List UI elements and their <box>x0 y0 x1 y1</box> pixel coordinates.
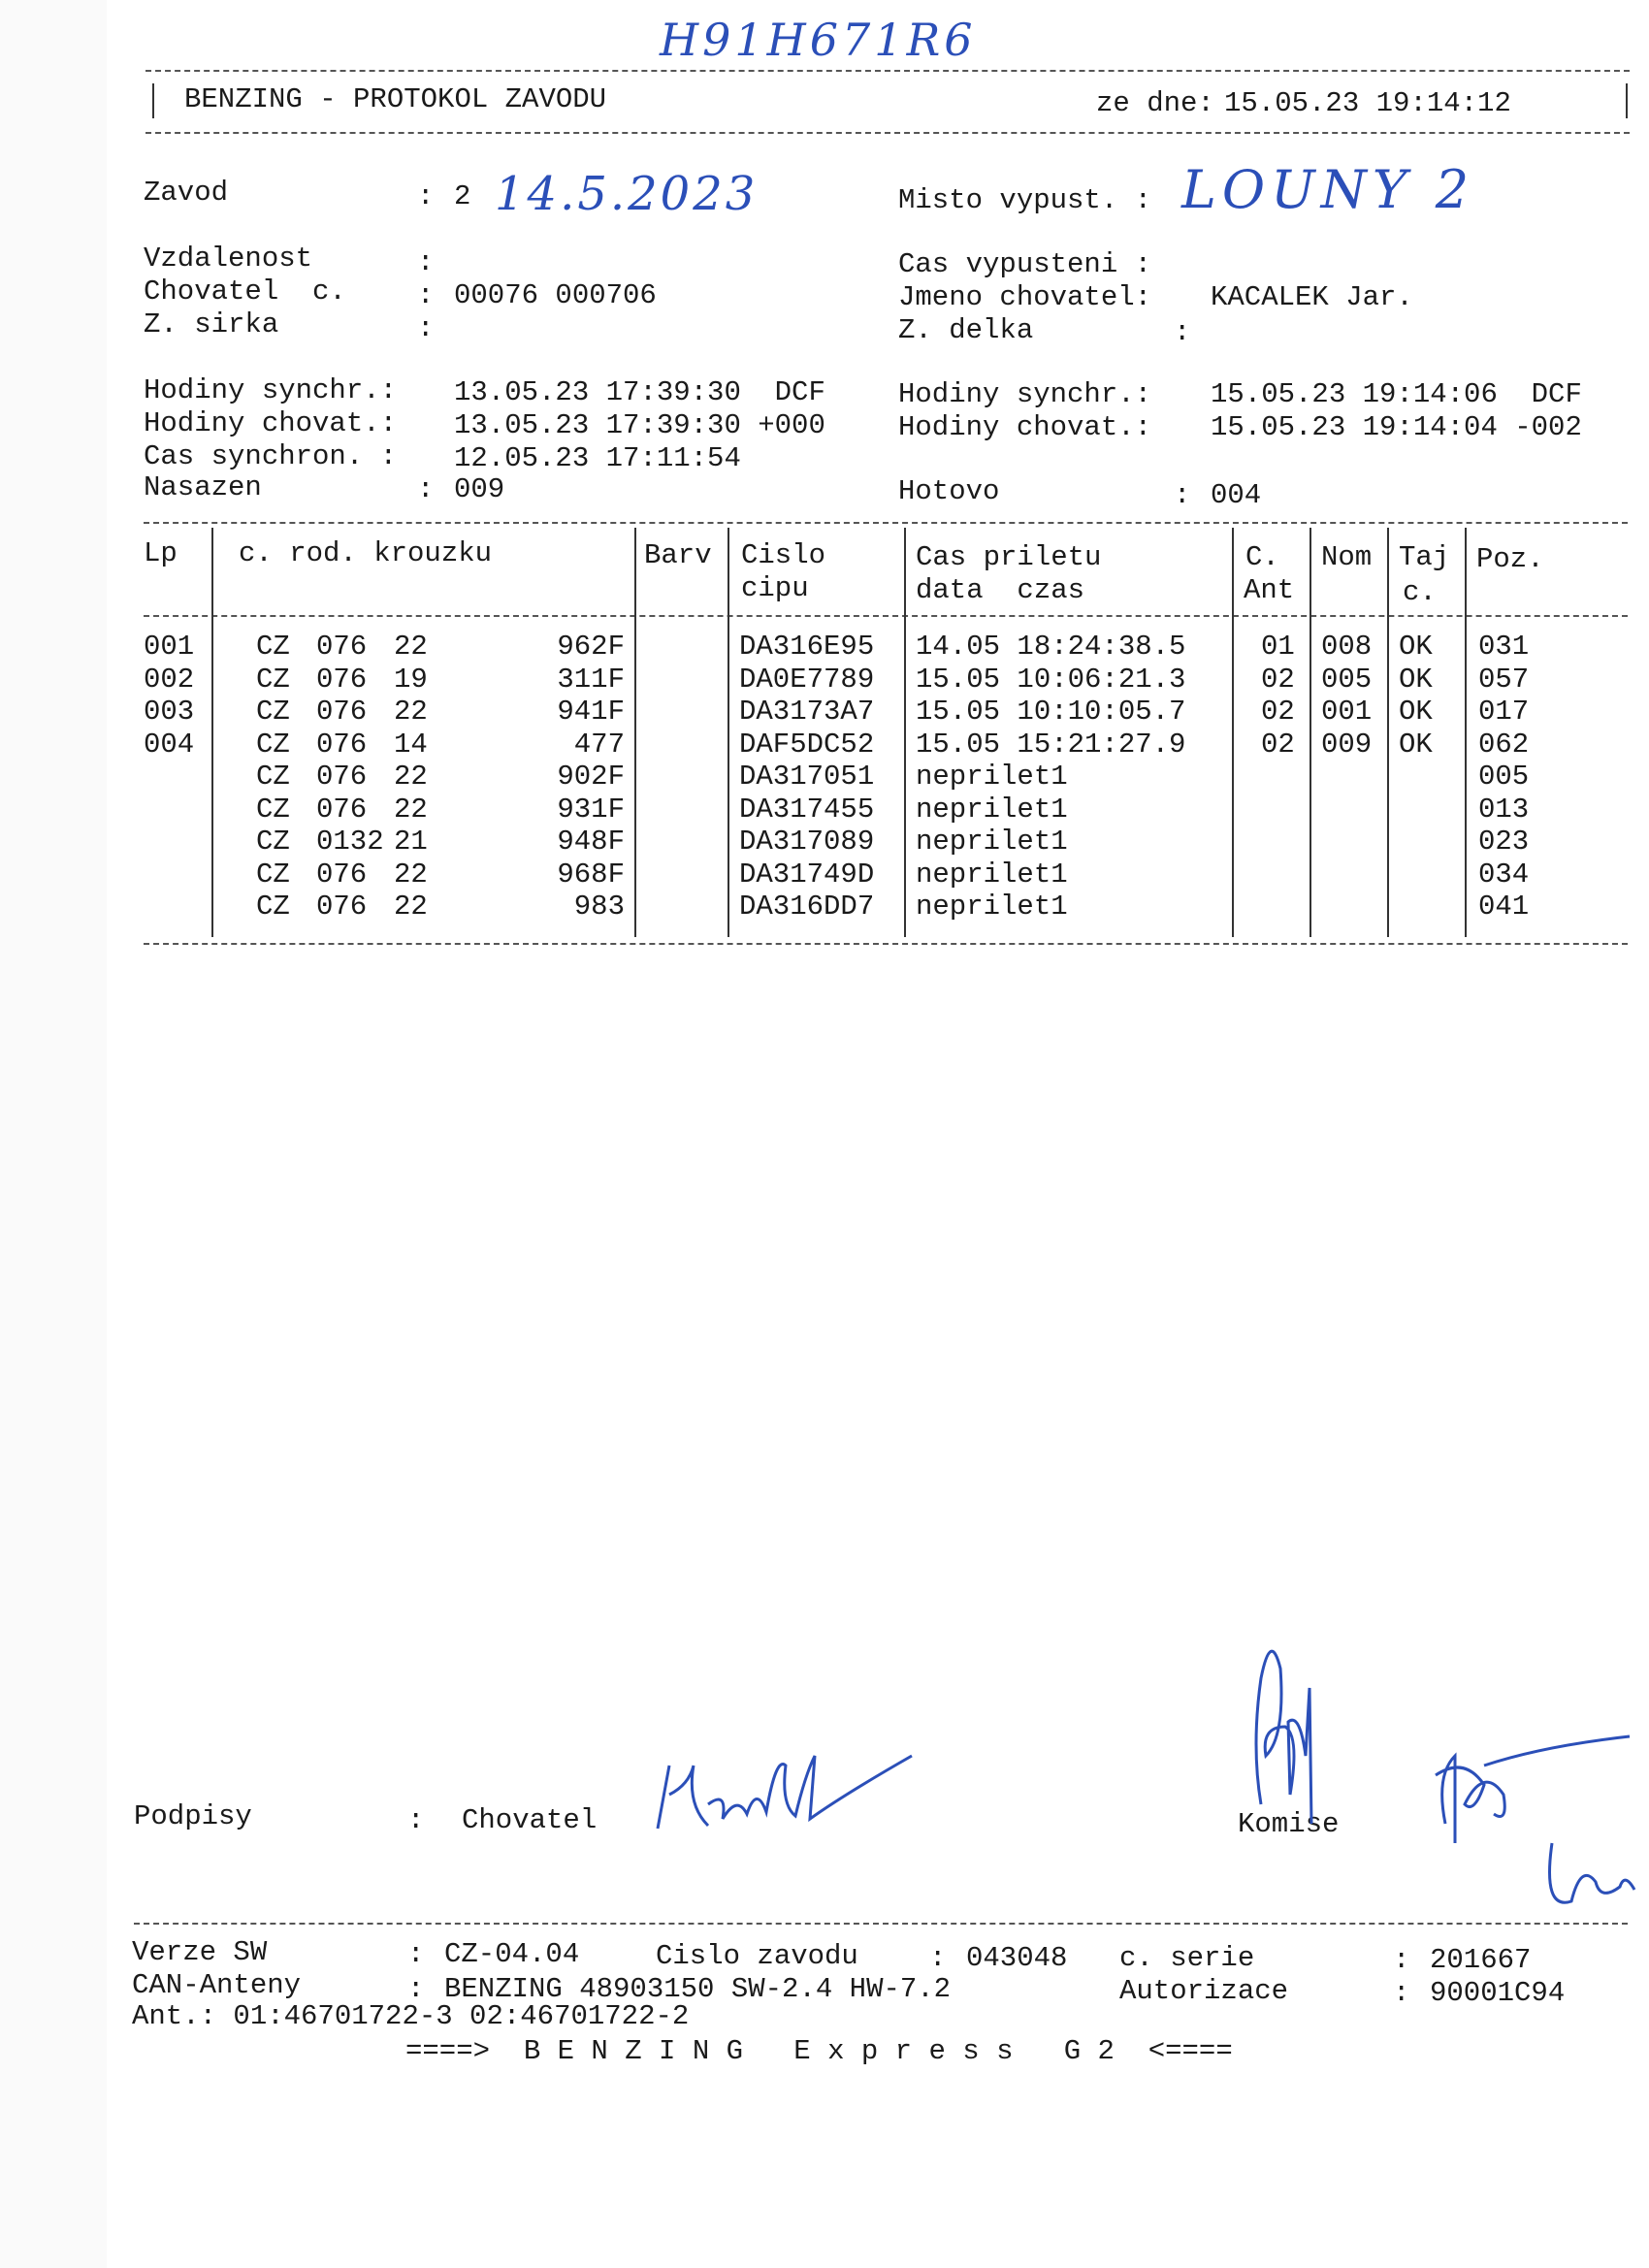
cell-time: neprilet1 <box>916 858 1068 891</box>
header-bottom-border <box>146 132 1630 134</box>
cell-time: neprilet1 <box>916 793 1068 826</box>
cell-ring: 948F <box>557 826 625 858</box>
cell-poz: 017 <box>1478 696 1530 728</box>
nasazen-value: 009 <box>454 473 505 505</box>
cas-vypusteni-label: Cas vypusteni : <box>898 248 1152 280</box>
cell-lp: 001 <box>144 631 195 663</box>
cell-poz: 023 <box>1478 826 1530 858</box>
hotovo-colon: : <box>1174 479 1191 511</box>
cell-ring: 962F <box>557 631 625 663</box>
cell-ant: 02 <box>1261 728 1295 761</box>
cell-ring: 477 <box>573 728 625 761</box>
th-lp: Lp <box>144 537 178 569</box>
cell-poz: 013 <box>1478 793 1530 826</box>
cell-poz: 057 <box>1478 663 1530 696</box>
protocol-date-label: ze dne: <box>1096 87 1214 119</box>
komise-signature-1 <box>1242 1630 1348 1824</box>
zavod-colon: : <box>417 180 435 212</box>
cell-lp: 004 <box>144 728 195 761</box>
cell-lp: 002 <box>144 663 195 696</box>
table-row <box>0 761 1649 794</box>
protocol-title: BENZING - PROTOKOL ZAVODU <box>184 83 607 115</box>
cell-ring: 941F <box>557 696 625 728</box>
cell-country: CZ <box>256 858 290 891</box>
cas-synchron-value: 12.05.23 17:11:54 <box>454 442 741 474</box>
table-header-divider <box>144 615 1628 617</box>
cell-time: neprilet1 <box>916 761 1068 793</box>
footer-divider <box>134 1923 1628 1925</box>
cell-chip: DA317455 <box>739 793 875 826</box>
cell-country: CZ <box>256 663 290 696</box>
cell-poz: 034 <box>1478 858 1530 891</box>
cell-ring: 902F <box>557 761 625 793</box>
chovatel-signature <box>650 1736 941 1843</box>
chovatel-number: 00076 000706 <box>454 279 657 311</box>
cell-nom: 001 <box>1321 696 1373 728</box>
cell-org: 076 <box>316 728 368 761</box>
cell-chip: DA316DD7 <box>739 891 875 923</box>
cell-chip: DA317089 <box>739 826 875 858</box>
table-row <box>0 826 1649 859</box>
antenna-line: Ant.: 01:46701722-3 02:46701722-2 <box>132 2000 690 2032</box>
table-row <box>0 631 1649 664</box>
komise-label: Komise <box>1238 1808 1340 1840</box>
th-cas: Cas priletu <box>916 541 1102 573</box>
table-row <box>0 794 1649 826</box>
cell-org: 076 <box>316 631 368 663</box>
jmeno-value: KACALEK Jar. <box>1211 281 1413 313</box>
table-top-border <box>144 522 1628 524</box>
zdelka-label: Z. delka <box>898 314 1034 346</box>
cell-year: 22 <box>394 631 428 663</box>
cell-year: 22 <box>394 793 428 826</box>
can-colon: : <box>407 1973 425 2005</box>
cell-year: 19 <box>394 663 428 696</box>
cell-country: CZ <box>256 728 290 761</box>
cislo-zavodu-value: 043048 <box>966 1942 1068 1974</box>
cell-year: 21 <box>394 826 428 858</box>
zdelka-colon: : <box>1174 316 1191 348</box>
nasazen-label: Nasazen <box>144 471 262 503</box>
hod-synchr-value-right: 15.05.23 19:14:06 DCF <box>1211 378 1582 410</box>
can-label: CAN-Anteny <box>132 1969 302 2001</box>
table-row <box>0 859 1649 891</box>
cell-org: 076 <box>316 858 368 891</box>
cell-ant: 02 <box>1261 663 1295 696</box>
cell-time: 15.05 10:10:05.7 <box>916 696 1186 728</box>
cell-org: 0132 <box>316 826 384 858</box>
header-left-border <box>152 83 154 118</box>
th-poz: Poz. <box>1476 543 1544 575</box>
cell-time: 15.05 15:21:27.9 <box>916 728 1186 761</box>
cell-taj: OK <box>1399 631 1433 663</box>
c-serie-colon: : <box>1393 1944 1410 1976</box>
verze-colon: : <box>407 1938 425 1970</box>
cell-org: 076 <box>316 793 368 826</box>
komise-signature-2 <box>1426 1717 1639 1911</box>
hotovo-label: Hotovo <box>898 475 1000 507</box>
verze-value: CZ-04.04 <box>444 1938 580 1970</box>
cell-time: 15.05 10:06:21.3 <box>916 663 1186 696</box>
autorizace-label: Autorizace <box>1119 1975 1289 2007</box>
th-ring: c. rod. krouzku <box>239 537 493 569</box>
vzdalenost-colon: : <box>417 246 435 278</box>
brand-line: ====> B E N Z I N G E x p r e s s G 2 <==== <box>405 2035 1233 2067</box>
zavod-label: Zavod <box>144 177 229 209</box>
chovatel-label: Chovatel c. <box>144 275 346 308</box>
cell-country: CZ <box>256 631 290 663</box>
cell-ring: 983 <box>573 891 625 923</box>
cislo-zavodu-label: Cislo zavodu <box>656 1940 858 1972</box>
hod-chovat-value-left: 13.05.23 17:39:30 +000 <box>454 409 825 441</box>
table-row <box>0 664 1649 697</box>
cell-country: CZ <box>256 793 290 826</box>
table-row <box>0 696 1649 729</box>
table-bottom-border <box>144 943 1628 945</box>
hod-chovat-label-left: Hodiny chovat.: <box>144 407 398 439</box>
hod-synchr-label-left: Hodiny synchr.: <box>144 374 398 406</box>
th-taj: Taj <box>1399 541 1450 573</box>
cell-chip: DAF5DC52 <box>739 728 875 761</box>
cell-country: CZ <box>256 761 290 793</box>
can-value: BENZING 48903150 SW-2.4 HW-7.2 <box>444 1973 952 2005</box>
chovatel-colon: : <box>417 279 435 311</box>
cell-org: 076 <box>316 761 368 793</box>
th-nom: Nom <box>1321 541 1373 573</box>
vzdalenost-label: Vzdalenost <box>144 243 313 275</box>
autorizace-colon: : <box>1393 1977 1410 2009</box>
verze-label: Verze SW <box>132 1936 268 1968</box>
c-serie-value: 201667 <box>1430 1944 1532 1976</box>
cell-org: 076 <box>316 891 368 923</box>
hod-synchr-label-right: Hodiny synchr.: <box>898 378 1152 410</box>
cell-country: CZ <box>256 891 290 923</box>
cell-chip: DA317051 <box>739 761 875 793</box>
podpisy-label: Podpisy <box>134 1800 252 1832</box>
zsirka-label: Z. sirka <box>144 308 279 340</box>
th-barv: Barv <box>644 539 712 571</box>
zavod-value: 2 <box>454 180 471 212</box>
hod-chovat-value-right: 15.05.23 19:14:04 -002 <box>1211 411 1582 443</box>
table-row <box>0 729 1649 761</box>
th-cipu: cipu <box>741 572 809 604</box>
cell-country: CZ <box>256 826 290 858</box>
cell-chip: DA316E95 <box>739 631 875 663</box>
th-taj-c: c. <box>1403 576 1437 608</box>
cell-poz: 041 <box>1478 891 1530 923</box>
nasazen-colon: : <box>417 473 435 505</box>
cell-nom: 008 <box>1321 631 1373 663</box>
c-serie-label: c. serie <box>1119 1942 1255 1974</box>
cell-year: 22 <box>394 858 428 891</box>
cell-ant: 01 <box>1261 631 1295 663</box>
th-cislo: Cislo <box>741 539 826 571</box>
cell-nom: 009 <box>1321 728 1373 761</box>
cell-time: neprilet1 <box>916 891 1068 923</box>
header-top-border <box>146 70 1630 72</box>
zsirka-colon: : <box>417 312 435 344</box>
chovatel-signature-label: Chovatel <box>462 1804 598 1836</box>
th-ant: Ant <box>1244 574 1295 606</box>
cell-ring: 931F <box>557 793 625 826</box>
cell-country: CZ <box>256 696 290 728</box>
cell-year: 14 <box>394 728 428 761</box>
hotovo-value: 004 <box>1211 479 1262 511</box>
scan-margin <box>0 0 107 2268</box>
cell-taj: OK <box>1399 728 1433 761</box>
cell-ring: 311F <box>557 663 625 696</box>
cell-poz: 005 <box>1478 761 1530 793</box>
cell-taj: OK <box>1399 663 1433 696</box>
cell-year: 22 <box>394 696 428 728</box>
cell-org: 076 <box>316 663 368 696</box>
autorizace-value: 90001C94 <box>1430 1977 1566 2009</box>
cas-synchron-label: Cas synchron. : <box>144 440 398 472</box>
cell-time: 14.05 18:24:38.5 <box>916 631 1186 663</box>
cell-nom: 005 <box>1321 663 1373 696</box>
header-right-border <box>1626 83 1628 118</box>
cell-ring: 968F <box>557 858 625 891</box>
cell-year: 22 <box>394 891 428 923</box>
hod-chovat-label-right: Hodiny chovat.: <box>898 411 1152 443</box>
hod-synchr-value-left: 13.05.23 17:39:30 DCF <box>454 376 825 408</box>
cell-time: neprilet1 <box>916 826 1068 858</box>
th-data-czas: data czas <box>916 574 1085 606</box>
cell-lp: 003 <box>144 696 195 728</box>
cell-chip: DA3173A7 <box>739 696 875 728</box>
cell-year: 22 <box>394 761 428 793</box>
cell-taj: OK <box>1399 696 1433 728</box>
cislo-zavodu-colon: : <box>929 1942 947 1974</box>
jmeno-label: Jmeno chovatel: <box>898 281 1152 313</box>
cell-poz: 031 <box>1478 631 1530 663</box>
cell-org: 076 <box>316 696 368 728</box>
cell-chip: DA0E7789 <box>739 663 875 696</box>
protocol-date: 15.05.23 19:14:12 <box>1224 87 1511 119</box>
misto-handwritten: LOUNY 2 <box>1181 159 1475 220</box>
table-row <box>0 891 1649 923</box>
podpisy-colon: : <box>407 1804 425 1836</box>
handwritten-reference: H91H671R6 <box>660 14 977 66</box>
misto-label: Misto vypust. : <box>898 184 1152 216</box>
cell-poz: 062 <box>1478 728 1530 761</box>
cell-ant: 02 <box>1261 696 1295 728</box>
th-c: C. <box>1245 541 1279 573</box>
cell-chip: DA31749D <box>739 858 875 891</box>
zavod-handwritten-date: 14.5.2023 <box>495 167 759 221</box>
